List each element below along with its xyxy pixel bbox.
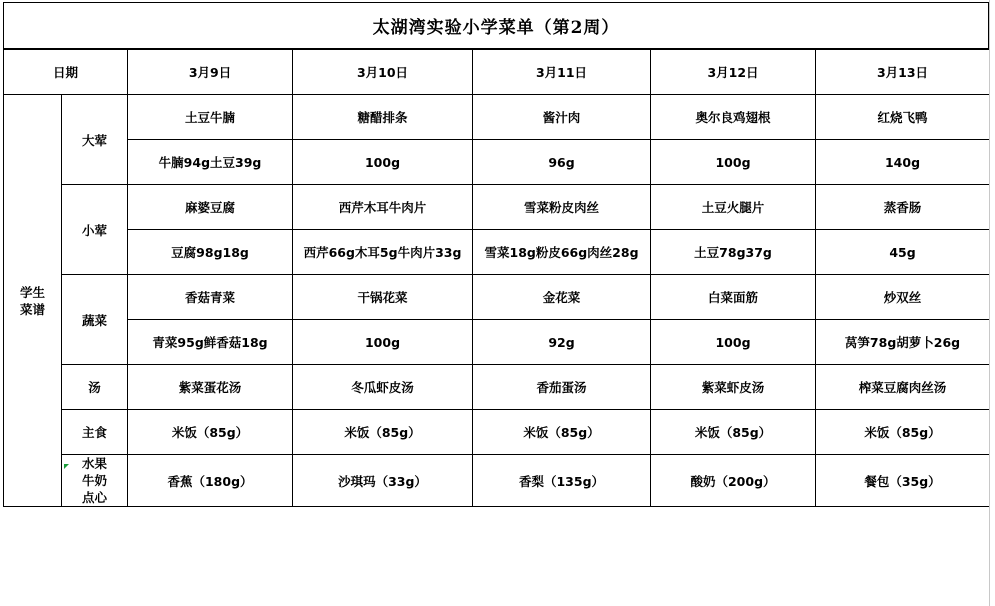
dish-name: 香蕉（180g） [128,455,293,507]
dish-amount: 92g [473,320,651,365]
dish-name: 土豆火腿片 [651,185,816,230]
soup-row [4,365,990,410]
dish-name: 土豆牛腩 [128,95,293,140]
dish-name: 紫菜蛋花汤 [128,365,293,410]
dish-name: 蒸香肠 [816,185,990,230]
dish-name: 米饭（85g） [651,410,816,455]
vegetable-amount-row [4,320,990,365]
category-label-fruit-text: 水果牛奶点心 [81,456,107,505]
category-label-vegetable: 蔬菜 [62,275,128,365]
dish-amount: 莴笋78g胡萝卜26g [816,320,990,365]
staple-row [4,410,990,455]
dish-name: 榨菜豆腐肉丝汤 [816,365,990,410]
dish-amount: 140g [816,140,990,185]
menu-table [3,49,990,507]
menu-title: 太湖湾实验小学菜单（第2周） [3,2,989,49]
fruit-row [4,455,990,507]
dish-amount: 100g [651,140,816,185]
cell-note-marker [64,464,69,469]
dish-name: 香梨（135g） [473,455,651,507]
small-dish-amount-row [4,230,990,275]
dish-amount: 雪菜18g粉皮66g肉丝28g [473,230,651,275]
category-label-staple: 主食 [62,410,128,455]
dish-name: 干锅花菜 [293,275,473,320]
dish-name: 炒双丝 [816,275,990,320]
category-label-soup: 汤 [62,365,128,410]
date-label: 日期 [4,50,128,95]
dish-amount: 牛腩94g土豆39g [128,140,293,185]
dish-name: 米饭（85g） [816,410,990,455]
date-cell: 3月11日 [473,50,651,95]
dish-name: 香茄蛋汤 [473,365,651,410]
dish-name: 冬瓜虾皮汤 [293,365,473,410]
menu-sheet [3,2,989,602]
small-dish-name-row [4,185,990,230]
dish-name: 沙琪玛（33g） [293,455,473,507]
dish-name: 酸奶（200g） [651,455,816,507]
dish-amount: 西芹66g木耳5g牛肉片33g [293,230,473,275]
dish-amount: 96g [473,140,651,185]
student-menu-label [4,95,62,507]
dish-name: 麻婆豆腐 [128,185,293,230]
dish-name: 米饭（85g） [293,410,473,455]
dish-amount: 100g [293,140,473,185]
dish-name: 紫菜虾皮汤 [651,365,816,410]
dish-amount: 青菜95g鲜香菇18g [128,320,293,365]
date-cell: 3月12日 [651,50,816,95]
dish-name: 金花菜 [473,275,651,320]
dish-amount: 45g [816,230,990,275]
date-cell: 3月13日 [816,50,990,95]
dish-name: 红烧飞鸭 [816,95,990,140]
dish-name: 糖醋排条 [293,95,473,140]
dish-name: 香菇青菜 [128,275,293,320]
dish-name: 西芹木耳牛肉片 [293,185,473,230]
dish-amount: 100g [651,320,816,365]
student-menu-label-text: 学生菜谱 [19,284,45,317]
category-label-big-dish: 大荤 [62,95,128,185]
dish-name: 奥尔良鸡翅根 [651,95,816,140]
category-label-fruit [62,455,128,507]
dish-name: 白菜面筋 [651,275,816,320]
dish-name: 米饭（85g） [473,410,651,455]
dish-name: 餐包（35g） [816,455,990,507]
dish-amount: 土豆78g37g [651,230,816,275]
dish-name: 雪菜粉皮肉丝 [473,185,651,230]
big-dish-amount-row [4,140,990,185]
category-label-small-dish: 小荤 [62,185,128,275]
dish-amount: 豆腐98g18g [128,230,293,275]
date-header-row [4,50,990,95]
dish-name: 酱汁肉 [473,95,651,140]
vegetable-name-row [4,275,990,320]
date-cell: 3月9日 [128,50,293,95]
sheet-gridline [989,0,995,606]
date-cell: 3月10日 [293,50,473,95]
big-dish-name-row [4,95,990,140]
dish-amount: 100g [293,320,473,365]
dish-name: 米饭（85g） [128,410,293,455]
